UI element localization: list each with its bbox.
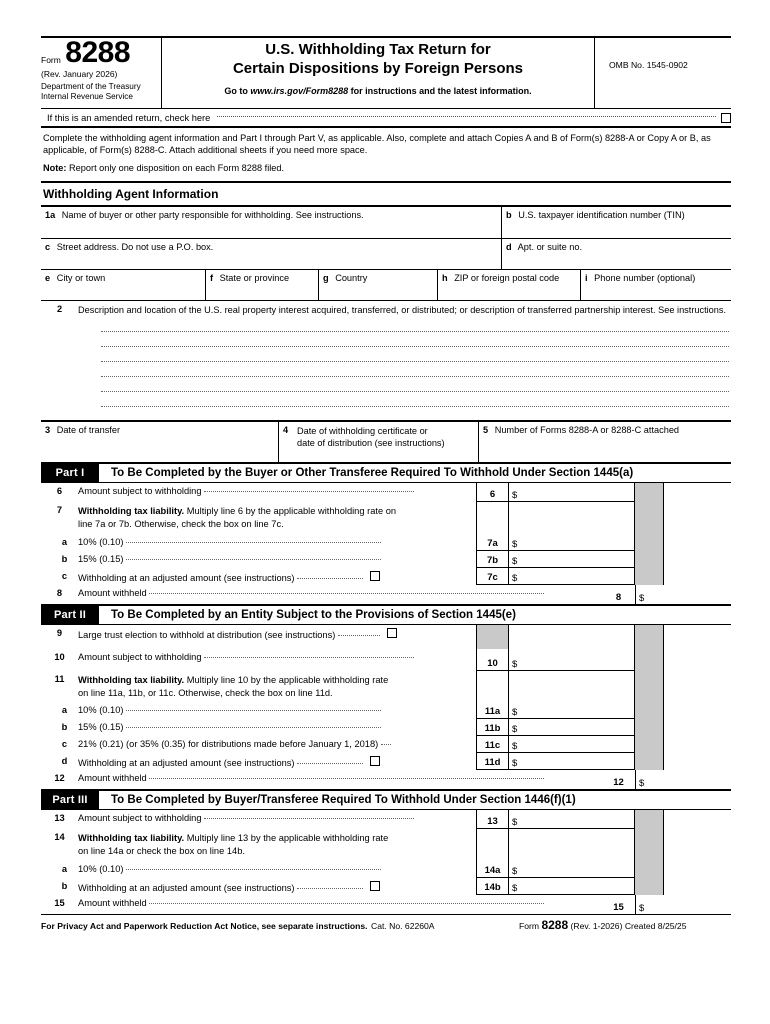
- catalog-number: Cat. No. 62260A: [371, 920, 435, 931]
- field-label-1d: Apt. or suite no.: [517, 242, 583, 253]
- line-14a-label: [78, 861, 476, 878]
- line-11c-spacer: [663, 736, 731, 753]
- note-label: Note:: [43, 162, 67, 173]
- part-1-title: To Be Completed by the Buyer or Other Transferee Required To Withhold Under Section 1445(a): [111, 466, 634, 479]
- line-14a-code: 14a: [476, 861, 509, 878]
- line-7c-code: 7c: [476, 568, 509, 585]
- field-code-5: 5: [483, 424, 489, 435]
- part-3-header: [41, 789, 731, 810]
- line-9-leader-dots: [338, 635, 380, 636]
- line-2-label: Description and location of the U.S. real property interest acquired, transferred, or distributed; or description of transferred partnership interest. See instructions.: [78, 305, 727, 316]
- line-14a-amount-input[interactable]: [509, 861, 635, 878]
- field-apt-suite[interactable]: [501, 239, 731, 269]
- line-9-text: Large trust election to withhold at distribution (see instructions): [78, 629, 336, 640]
- line-11b-amount-input[interactable]: [509, 719, 635, 736]
- line-7b-spacer: [663, 551, 731, 568]
- line-13-code: 13: [476, 810, 509, 829]
- line-7b-text: 15% (0.15): [78, 553, 124, 564]
- line-7c-row: [41, 568, 731, 585]
- form-title-line-1: U.S. Withholding Tax Return for: [265, 41, 491, 58]
- line-14-bold-lead: Withholding tax liability.: [78, 832, 185, 843]
- intro-paragraph: Complete the withholding agent information and Part I through Part V, as applicable. Also, complete and attach Copies A and B of Form(s) 8288-A or Copy A or B, as applicable, of Form(s) 8288-C. Attach additional sheets if you need more space.: [43, 133, 711, 156]
- line-9-label: [78, 625, 476, 649]
- field-label-4-line2: date of distribution (see instructions): [297, 438, 445, 449]
- line-7a-text: 10% (0.10): [78, 536, 124, 547]
- line-12-row: [41, 770, 731, 789]
- line-6-amount-input[interactable]: [509, 483, 635, 502]
- line-13-amount-input[interactable]: [509, 810, 635, 829]
- form-header: [41, 38, 731, 108]
- field-label-1h: ZIP or foreign postal code: [454, 273, 560, 284]
- field-label-3: Date of transfer: [56, 424, 121, 435]
- line-11a-leader-dots: [126, 710, 381, 711]
- line-13-row: [41, 810, 731, 829]
- line-14b-spacer: [663, 878, 731, 895]
- line-7a-row: [41, 534, 731, 551]
- line-13-text: Amount subject to withholding: [78, 812, 202, 823]
- form-word-label: Form: [41, 55, 61, 65]
- line-7a-shaded-cell: [635, 534, 663, 551]
- line-11b-number: b: [61, 721, 68, 732]
- omb-block: [594, 38, 731, 108]
- line-12-label: [78, 770, 602, 789]
- field-label-1f: State or province: [219, 273, 290, 284]
- part-2-title: To Be Completed by an Entity Subject to the Provisions of Section 1445(e): [111, 608, 516, 621]
- leader-dots: [217, 116, 716, 117]
- line-6-code: 6: [476, 483, 509, 502]
- omb-number: OMB No. 1545-0902: [609, 60, 688, 70]
- line-8-text: Amount withheld: [78, 587, 147, 598]
- line-15-number: 15: [54, 897, 65, 908]
- privacy-act-notice: For Privacy Act and Paperwork Reduction Act Notice, see separate instructions.: [41, 920, 368, 931]
- line-7a-label: [78, 534, 476, 551]
- line-11c-leader-dots: [381, 744, 391, 745]
- line-15-code: 15: [613, 901, 624, 913]
- line-11d-shaded-cell: [635, 753, 663, 770]
- line-7c-text: Withholding at an adjusted amount (see instructions): [78, 572, 295, 583]
- line-14-shaded-cell: [635, 829, 663, 861]
- goto-suffix: for instructions and the latest information.: [350, 86, 532, 97]
- line-10-row: [41, 649, 731, 671]
- line-7-amount-spacer: [509, 502, 635, 534]
- line-14-row: [41, 829, 731, 861]
- amended-return-label: If this is an amended return, check here: [47, 112, 211, 123]
- line-6-row: [41, 483, 731, 502]
- line-11a-spacer: [663, 702, 731, 719]
- field-city-town[interactable]: [41, 270, 205, 300]
- line-8-row: [41, 585, 731, 604]
- field-agent-tin[interactable]: [501, 207, 731, 238]
- line-11-code-spacer: [476, 671, 509, 702]
- line-11a-label: [78, 702, 476, 719]
- field-code-1h: h: [442, 273, 448, 284]
- line-11c-number: c: [61, 738, 68, 749]
- line-11a-amount-input[interactable]: [509, 702, 635, 719]
- line-11d-checkbox[interactable]: [370, 756, 380, 766]
- line-9-amount-spacer: [509, 625, 635, 649]
- field-label-1g: Country: [335, 273, 368, 284]
- line-14-spacer: [663, 829, 731, 861]
- line-11d-spacer: [663, 753, 731, 770]
- line-11d-currency: $: [512, 757, 518, 769]
- footer-form-rev: (Rev. 1-2026) Created 8/25/25: [570, 920, 687, 931]
- header-title-block: [161, 38, 594, 108]
- form-body: [41, 36, 731, 932]
- line-8-currency: $: [639, 592, 645, 604]
- line-8-leader-dots: [149, 593, 544, 594]
- line-14-code-spacer: [476, 829, 509, 861]
- line-8-label: [78, 585, 602, 604]
- line-14b-number: b: [61, 880, 68, 891]
- footer-form-word: Form: [519, 920, 540, 931]
- line-6-shaded-cell: [635, 483, 663, 502]
- line-11a-shaded-cell: [635, 702, 663, 719]
- line-15-amount-input[interactable]: [635, 895, 731, 914]
- line-11c-code: 11c: [476, 736, 509, 753]
- agent-row-3: [41, 269, 731, 300]
- goto-instructions-line: [168, 86, 588, 96]
- line-9-checkbox[interactable]: [387, 628, 397, 638]
- footer-form-id: [519, 918, 731, 932]
- line-8-number: 8: [56, 587, 63, 598]
- line-7c-spacer: [663, 568, 731, 585]
- line-11d-label: [78, 753, 476, 770]
- line-14-label: [78, 829, 476, 861]
- field-label-1i: Phone number (optional): [594, 273, 696, 284]
- field-date-withholding-certificate[interactable]: [278, 422, 478, 462]
- line-11c-amount-input[interactable]: [509, 736, 635, 753]
- footer-form-number: 8288: [541, 917, 569, 932]
- line-7-spacer: [663, 502, 731, 534]
- field-label-5: Number of Forms 8288-A or 8288-C attached: [494, 424, 680, 435]
- part-2-header: [41, 604, 731, 625]
- line-10-currency: $: [512, 658, 518, 670]
- field-label-1e: City or town: [56, 273, 106, 284]
- field-code-1f: f: [210, 273, 214, 284]
- intro-block: [41, 128, 731, 181]
- line-13-shaded-cell: [635, 810, 663, 829]
- part-2-label: Part II: [41, 606, 99, 624]
- field-code-1a: 1a: [45, 210, 56, 221]
- line-11-label: [78, 671, 476, 702]
- line-11d-number: d: [61, 755, 68, 766]
- line-14b-checkbox[interactable]: [370, 881, 380, 891]
- line-7c-checkbox[interactable]: [370, 571, 380, 581]
- line-14a-currency: $: [512, 865, 518, 877]
- line-7-label: [78, 502, 476, 534]
- line-11b-label: [78, 719, 476, 736]
- field-code-1i: i: [585, 273, 588, 284]
- line-14-amount-spacer: [509, 829, 635, 861]
- dates-row: [41, 422, 731, 462]
- line-14-number: 14: [54, 831, 65, 842]
- line-7-row: [41, 502, 731, 534]
- line-12-number: 12: [54, 772, 65, 783]
- line-7a-currency: $: [512, 538, 518, 550]
- line-14a-leader-dots: [126, 869, 381, 870]
- line-13-spacer: [663, 810, 731, 829]
- intro-note: [43, 162, 729, 174]
- field-code-1b: b: [506, 210, 512, 221]
- line-9-row: [41, 625, 731, 649]
- line-9-spacer: [663, 625, 731, 649]
- line-11-text-line2: on line 11a, 11b, or 11c. Otherwise, check the box on line 11d.: [78, 687, 333, 698]
- line-11c-shaded-cell: [635, 736, 663, 753]
- form-title-line-2: Certain Dispositions by Foreign Persons: [232, 60, 524, 78]
- line-2-spacer: [41, 317, 731, 331]
- line-11b-code: 11b: [476, 719, 509, 736]
- line-10-spacer: [663, 649, 731, 671]
- line-11-spacer: [663, 671, 731, 702]
- line-11a-code: 11a: [476, 702, 509, 719]
- line-15-label: [78, 895, 602, 914]
- line-14b-row: [41, 878, 731, 895]
- line-11c-row: [41, 736, 731, 753]
- line-11d-amount-input[interactable]: [509, 753, 635, 770]
- line-10-amount-input[interactable]: [509, 649, 635, 671]
- line-11a-text: 10% (0.10): [78, 704, 124, 715]
- line-11d-row: [41, 753, 731, 770]
- line-2-row: [41, 301, 731, 316]
- agent-row-2: [41, 238, 731, 269]
- line-7a-code: 7a: [476, 534, 509, 551]
- line-14b-currency: $: [512, 882, 518, 894]
- line-12-currency: $: [639, 777, 645, 789]
- line-13-number: 13: [54, 812, 65, 823]
- line-11-bold-lead: Withholding tax liability.: [78, 674, 185, 685]
- form-footer: [41, 915, 731, 932]
- line-10-leader-dots: [204, 657, 414, 658]
- line-11-amount-spacer: [509, 671, 635, 702]
- line-2-number: 2: [56, 304, 63, 315]
- line-7c-number: c: [61, 570, 68, 581]
- irs-url-link[interactable]: www.irs.gov/Form8288: [250, 86, 349, 97]
- line-6-text: Amount subject to withholding: [78, 485, 202, 496]
- field-agent-name[interactable]: [41, 207, 501, 238]
- line-15-leader-dots: [149, 903, 544, 904]
- line-14-text-line2: on line 14a or check the box on line 14b.: [78, 845, 245, 856]
- line-9-number: 9: [56, 627, 63, 638]
- line-15-text: Amount withheld: [78, 897, 147, 908]
- line-13-label: [78, 810, 476, 829]
- line-14b-label: [78, 878, 476, 895]
- line-7b-label: [78, 551, 476, 568]
- line-6-label: [78, 483, 476, 502]
- field-label-1b: U.S. taxpayer identification number (TIN): [518, 210, 685, 221]
- field-code-1g: g: [323, 273, 329, 284]
- line-11b-row: [41, 719, 731, 736]
- line-7a-spacer: [663, 534, 731, 551]
- line-14b-shaded-cell: [635, 878, 663, 895]
- line-11-shaded-cell: [635, 671, 663, 702]
- agent-row-1: [41, 207, 731, 238]
- line-14a-row: [41, 861, 731, 878]
- line-11b-shaded-cell: [635, 719, 663, 736]
- line-14-text: Multiply line 13 by the applicable withholding rate: [186, 832, 389, 843]
- line-7-text: Multiply line 6 by the applicable withholding rate on: [186, 505, 397, 516]
- line-14a-number: a: [61, 863, 68, 874]
- line-14b-leader-dots: [297, 888, 363, 889]
- line-14a-shaded-cell: [635, 861, 663, 878]
- line-13-currency: $: [512, 816, 518, 828]
- field-date-of-transfer[interactable]: [41, 422, 278, 462]
- line-7b-code: 7b: [476, 551, 509, 568]
- line-11d-text: Withholding at an adjusted amount (see instructions): [78, 757, 295, 768]
- line-11a-number: a: [61, 704, 68, 715]
- department-line-1: Department of the Treasury: [41, 82, 141, 91]
- field-country[interactable]: [318, 270, 437, 300]
- field-street-address[interactable]: [41, 239, 501, 269]
- line-7c-amount-input[interactable]: [509, 568, 635, 585]
- line-13-leader-dots: [204, 818, 414, 819]
- line-7-code-spacer: [476, 502, 509, 534]
- line-11b-spacer: [663, 719, 731, 736]
- line-7-bold-lead: Withholding tax liability.: [78, 505, 185, 516]
- part-3-title: To Be Completed by Buyer/Transferee Required To Withhold Under Section 1446(f)(1): [111, 793, 576, 806]
- field-number-of-forms-attached[interactable]: [478, 422, 731, 462]
- amended-return-row: [41, 109, 731, 126]
- field-label-1c: Street address. Do not use a P.O. box.: [56, 242, 214, 253]
- line-7b-leader-dots: [126, 559, 381, 560]
- line-12-code: 12: [613, 776, 624, 788]
- line-11a-currency: $: [512, 706, 518, 718]
- line-10-code: 10: [476, 649, 509, 671]
- field-phone-number[interactable]: [580, 270, 731, 300]
- line-6-leader-dots: [204, 491, 414, 492]
- line-10-number: 10: [54, 651, 65, 662]
- line-14a-spacer: [663, 861, 731, 878]
- form-number: 8288: [65, 36, 131, 69]
- field-state-province[interactable]: [205, 270, 318, 300]
- line-7c-leader-dots: [297, 578, 363, 579]
- line-12-leader-dots: [149, 778, 544, 779]
- department-line-2: Internal Revenue Service: [41, 92, 133, 101]
- line-7a-number: a: [61, 536, 68, 547]
- line-9-shaded-cell: [635, 625, 663, 649]
- goto-prefix: Go to: [224, 86, 248, 97]
- line-7a-amount-input[interactable]: [509, 534, 635, 551]
- line-11d-code: 11d: [476, 753, 509, 770]
- line-6-number: 6: [56, 485, 63, 496]
- line-15-currency: $: [639, 902, 645, 914]
- line-11-text: Multiply line 10 by the applicable withholding rate: [186, 674, 389, 685]
- line-7-text-line2: line 7a or 7b. Otherwise, check the box on line 7c.: [78, 518, 284, 529]
- part-1-label: Part I: [41, 464, 99, 482]
- line-7b-shaded-cell: [635, 551, 663, 568]
- line-6-currency: $: [512, 489, 518, 501]
- line-14a-text: 10% (0.10): [78, 863, 124, 874]
- field-label-1a: Name of buyer or other party responsible for withholding. See instructions.: [61, 210, 364, 221]
- line-11b-currency: $: [512, 723, 518, 735]
- line-15-row: [41, 895, 731, 914]
- line-14b-text: Withholding at an adjusted amount (see instructions): [78, 882, 295, 893]
- field-code-3: 3: [45, 424, 51, 435]
- line-8-code: 8: [615, 591, 622, 603]
- form-revision: (Rev. January 2026): [41, 69, 118, 79]
- field-code-4: 4: [283, 424, 289, 435]
- line-11-number: 11: [54, 673, 65, 684]
- line-7c-shaded-cell: [635, 568, 663, 585]
- line-11d-leader-dots: [297, 763, 363, 764]
- line-14b-amount-input[interactable]: [509, 878, 635, 895]
- line-11c-label: [78, 736, 476, 753]
- line-6-spacer: [663, 483, 731, 502]
- part-1-header: [41, 462, 731, 483]
- line-7b-row: [41, 551, 731, 568]
- header-left-block: [41, 38, 161, 108]
- line-7b-amount-input[interactable]: [509, 551, 635, 568]
- agent-section-title: Withholding Agent Information: [43, 187, 219, 202]
- line-10-shaded-cell: [635, 649, 663, 671]
- line-11b-text: 15% (0.15): [78, 721, 124, 732]
- line-11c-currency: $: [512, 740, 518, 752]
- line-11-row: [41, 671, 731, 702]
- line-9-shaded-code: [476, 625, 509, 649]
- line-12-amount-input[interactable]: [635, 770, 731, 789]
- line-11a-row: [41, 702, 731, 719]
- line-7-shaded-cell: [635, 502, 663, 534]
- part-3-label: Part III: [41, 791, 99, 809]
- line-7c-label: [78, 568, 476, 585]
- line-11c-text: 21% (0.21) (or 35% (0.35) for distributions made before January 1, 2018): [78, 738, 379, 749]
- line-10-label: [78, 649, 476, 671]
- line-7b-number: b: [61, 553, 68, 564]
- line-7b-currency: $: [512, 555, 518, 567]
- line-8-amount-input[interactable]: [635, 585, 731, 604]
- line-11b-leader-dots: [126, 727, 381, 728]
- field-code-1e: e: [45, 273, 51, 284]
- line-7a-leader-dots: [126, 542, 381, 543]
- note-text: Report only one disposition on each Form 8288 filed.: [69, 162, 285, 173]
- field-code-1c: c: [45, 242, 51, 253]
- field-zip-postal[interactable]: [437, 270, 580, 300]
- line-7-number: 7: [56, 504, 63, 515]
- amended-return-checkbox[interactable]: [721, 113, 731, 123]
- field-label-4-line1: Date of withholding certificate or: [297, 425, 428, 436]
- line-10-text: Amount subject to withholding: [78, 651, 202, 662]
- line-14b-code: 14b: [476, 878, 509, 895]
- field-code-1d: d: [506, 242, 512, 253]
- line-12-text: Amount withheld: [78, 772, 147, 783]
- line-7c-currency: $: [512, 572, 518, 584]
